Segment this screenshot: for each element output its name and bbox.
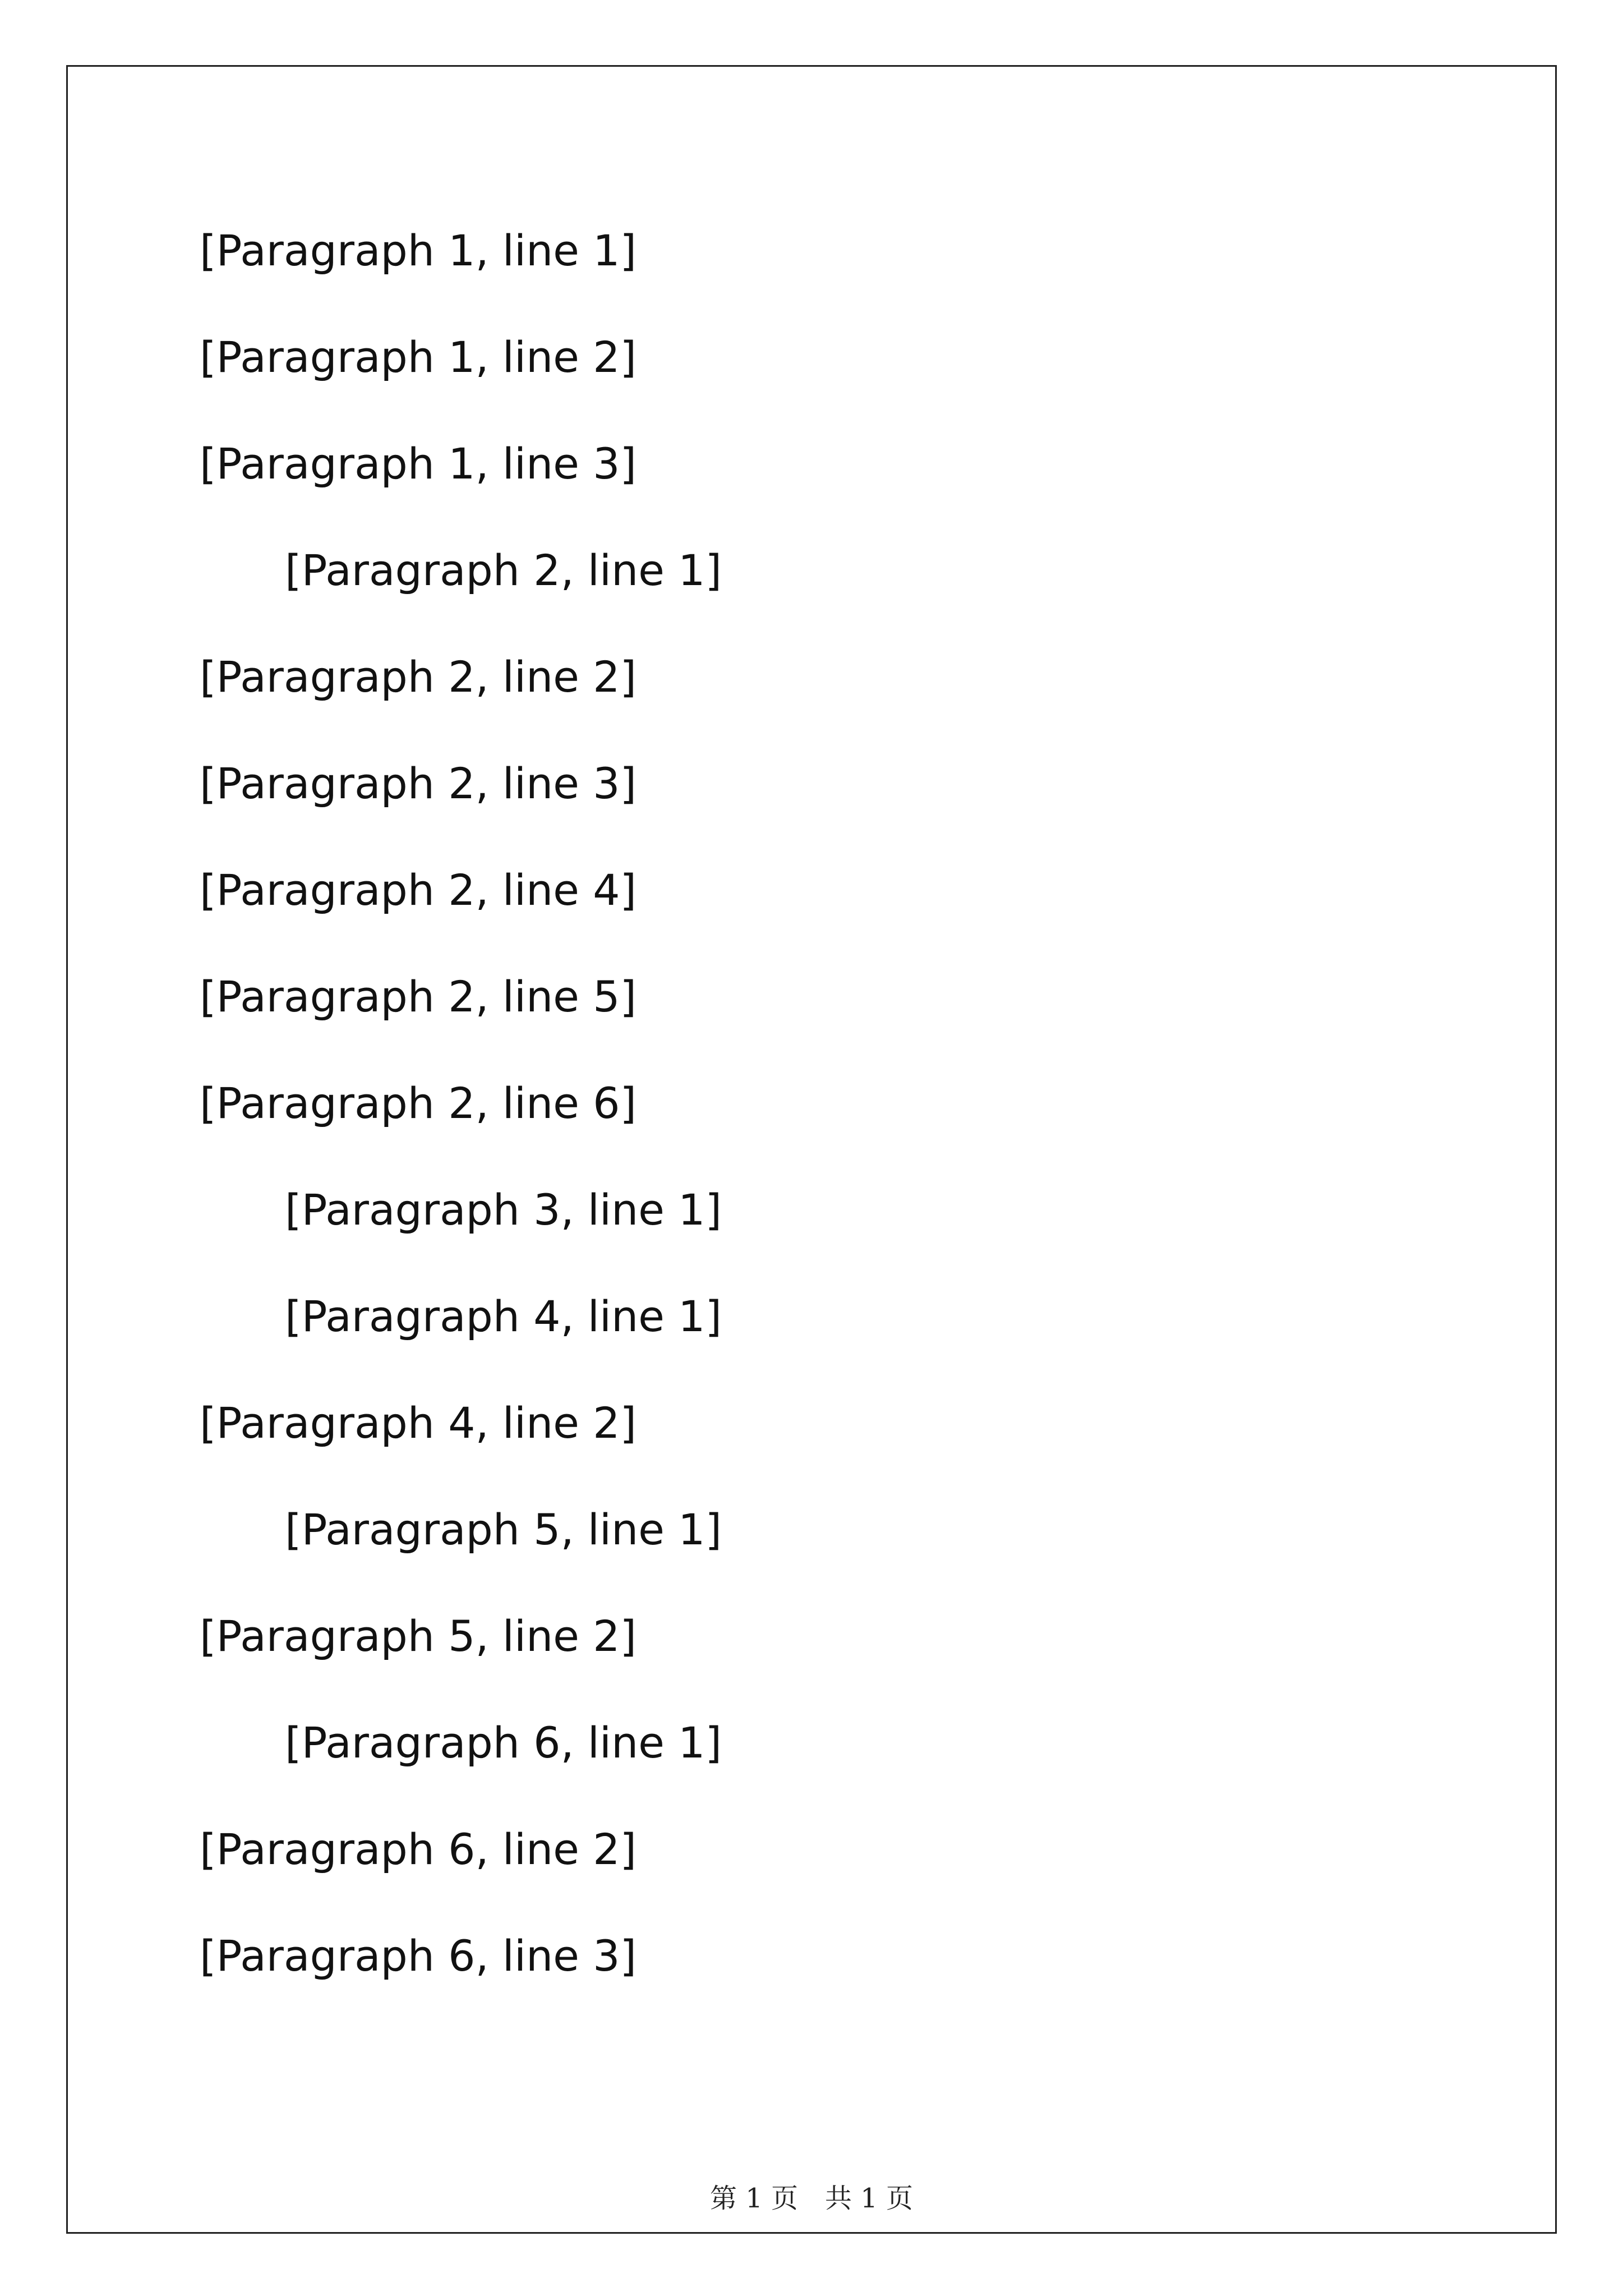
text-line: [Paragraph 4, line 1] <box>285 1291 722 1341</box>
text-line: [Paragraph 2, line 3] <box>200 758 637 808</box>
paragraph <box>200 197 1423 517</box>
text-line: [Paragraph 2, line 4] <box>200 865 637 915</box>
text-line: [Paragraph 1, line 3] <box>200 439 637 489</box>
text-line: [Paragraph 5, line 1] <box>285 1504 722 1554</box>
text-line: [Paragraph 6, line 3] <box>200 1931 637 1981</box>
page-number: 第 1 页 <box>709 2183 798 2214</box>
page-footer <box>0 2177 1623 2215</box>
document-body <box>200 197 1423 2009</box>
text-line: [Paragraph 6, line 1] <box>285 1718 722 1768</box>
text-line: [Paragraph 5, line 2] <box>200 1611 637 1661</box>
text-line: [Paragraph 2, line 1] <box>285 545 722 595</box>
paragraph <box>200 1263 1423 1476</box>
text-line: [Paragraph 2, line 2] <box>200 652 637 702</box>
page-total: 共 1 页 <box>825 2183 914 2214</box>
paragraph <box>200 1476 1423 1690</box>
text-line: [Paragraph 4, line 2] <box>200 1398 637 1448</box>
text-line: [Paragraph 2, line 6] <box>200 1078 637 1128</box>
text-line: [Paragraph 3, line 1] <box>285 1185 722 1235</box>
paragraph <box>200 1157 1423 1263</box>
text-line: [Paragraph 6, line 2] <box>200 1824 637 1874</box>
text-line: [Paragraph 1, line 2] <box>200 332 637 382</box>
paragraph <box>200 1690 1423 2009</box>
text-line: [Paragraph 2, line 5] <box>200 972 637 1022</box>
text-line: [Paragraph 1, line 1] <box>200 226 637 275</box>
paragraph <box>200 517 1423 1157</box>
